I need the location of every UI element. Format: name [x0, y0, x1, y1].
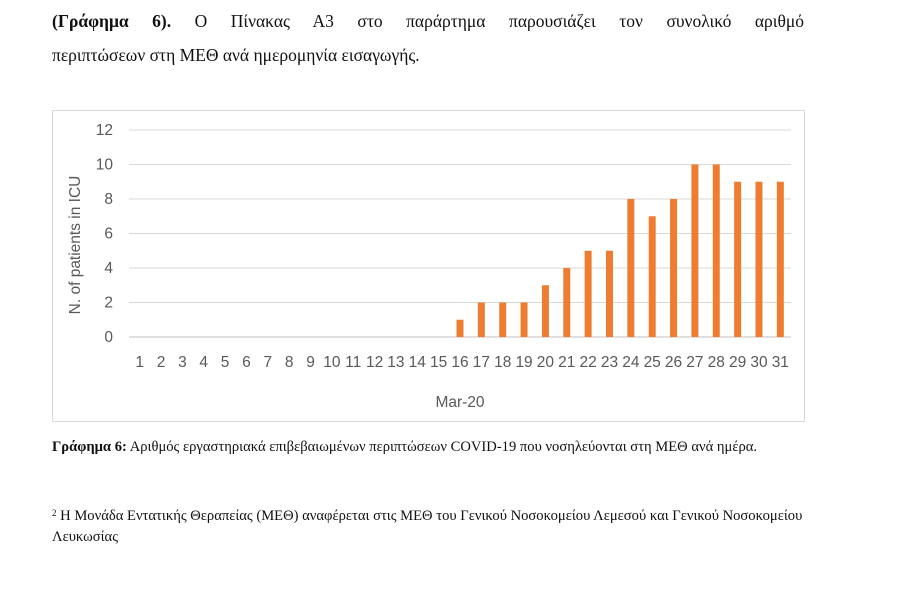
x-tick-label: 21	[558, 354, 576, 371]
x-tick-label: 23	[600, 354, 619, 371]
x-tick-label: 15	[430, 354, 448, 371]
footnote	[52, 503, 804, 548]
bar-23	[606, 251, 613, 337]
bar-25	[649, 216, 656, 337]
y-tick-label: 8	[104, 191, 113, 208]
icu-bar-chart	[53, 111, 804, 421]
y-tick-label: 0	[104, 329, 113, 346]
x-tick-labels	[135, 354, 789, 371]
bar-24	[627, 199, 634, 337]
x-tick-label: 18	[494, 354, 512, 371]
bars	[457, 165, 784, 338]
x-tick-label: 9	[306, 354, 315, 371]
bar-17	[478, 303, 485, 338]
x-tick-label: 10	[323, 354, 341, 371]
bar-16	[457, 320, 464, 337]
figure-caption	[52, 438, 804, 456]
intro-line-2: περιπτώσεων στη ΜΕΘ ανά ημερομηνία εισαγωγής.	[52, 45, 420, 65]
x-tick-label: 31	[771, 354, 789, 371]
y-axis-label: N. of patients in ICU	[67, 175, 84, 315]
x-tick-label: 1	[135, 354, 144, 371]
x-tick-label: 11	[345, 354, 362, 371]
x-tick-label: 12	[365, 354, 384, 371]
x-tick-label: 28	[707, 354, 725, 371]
x-tick-label: 19	[515, 354, 533, 371]
intro-line-1-text: Ο Πίνακας Α3 στο παράρτημα παρουσιάζει τον συνολικό αριθμό	[171, 11, 805, 31]
bar-26	[670, 199, 677, 337]
bar-22	[585, 251, 592, 337]
x-tick-label: 27	[686, 354, 704, 371]
x-tick-label: 29	[728, 354, 747, 371]
y-tick-label: 6	[104, 225, 113, 243]
x-tick-label: 3	[178, 354, 187, 371]
bar-21	[563, 268, 570, 337]
x-axis-label: Mar-20	[435, 394, 485, 411]
y-tick-label: 2	[104, 294, 113, 312]
x-tick-label: 7	[263, 354, 273, 371]
caption-label: Γράφημα 6:	[52, 439, 127, 455]
y-tick-label: 4	[104, 260, 113, 277]
intro-line-1	[52, 4, 804, 38]
y-tick-label: 10	[95, 156, 113, 174]
bar-18	[499, 303, 506, 338]
bar-20	[542, 285, 549, 337]
x-tick-label: 14	[408, 354, 426, 371]
y-tick-label: 12	[95, 122, 113, 139]
x-tick-label: 5	[220, 354, 230, 371]
figure-reference: (Γράφημα 6).	[52, 11, 172, 31]
x-tick-label: 26	[664, 354, 683, 371]
x-tick-label: 20	[536, 354, 555, 371]
bar-28	[713, 165, 720, 338]
bar-27	[691, 165, 698, 338]
footnote-text: Η Μονάδα Εντατικής Θεραπείας (ΜΕΘ) αναφέρεται στις ΜΕΘ του Γενικού Νοσοκομείου Λεμεσού και Γενικού Νοσοκομείου Λευκωσίας	[52, 508, 803, 545]
x-tick-label: 24	[622, 354, 640, 371]
x-tick-label: 22	[579, 354, 597, 371]
intro-paragraph	[52, 4, 804, 72]
x-tick-label: 17	[472, 354, 490, 371]
footnote-marker: 2	[52, 508, 57, 518]
caption-text: Αριθμός εργαστηριακά επιβεβαιωμένων περιπτώσεων COVID-19 που νοσηλεύονται στη ΜΕΘ ανά ημέρα.	[126, 439, 758, 455]
x-tick-label: 8	[284, 354, 294, 371]
bar-30	[755, 182, 762, 337]
icu-chart	[52, 110, 805, 422]
x-tick-label: 25	[643, 354, 661, 371]
x-tick-label: 4	[199, 354, 209, 371]
x-tick-label: 16	[451, 354, 469, 371]
x-tick-label: 6	[242, 354, 251, 371]
y-tick-labels	[96, 122, 114, 346]
x-tick-label: 13	[387, 354, 405, 371]
bar-29	[734, 182, 741, 337]
x-tick-label: 30	[750, 354, 768, 371]
bar-19	[521, 303, 528, 338]
bar-31	[777, 182, 784, 337]
x-tick-label: 2	[156, 354, 166, 371]
